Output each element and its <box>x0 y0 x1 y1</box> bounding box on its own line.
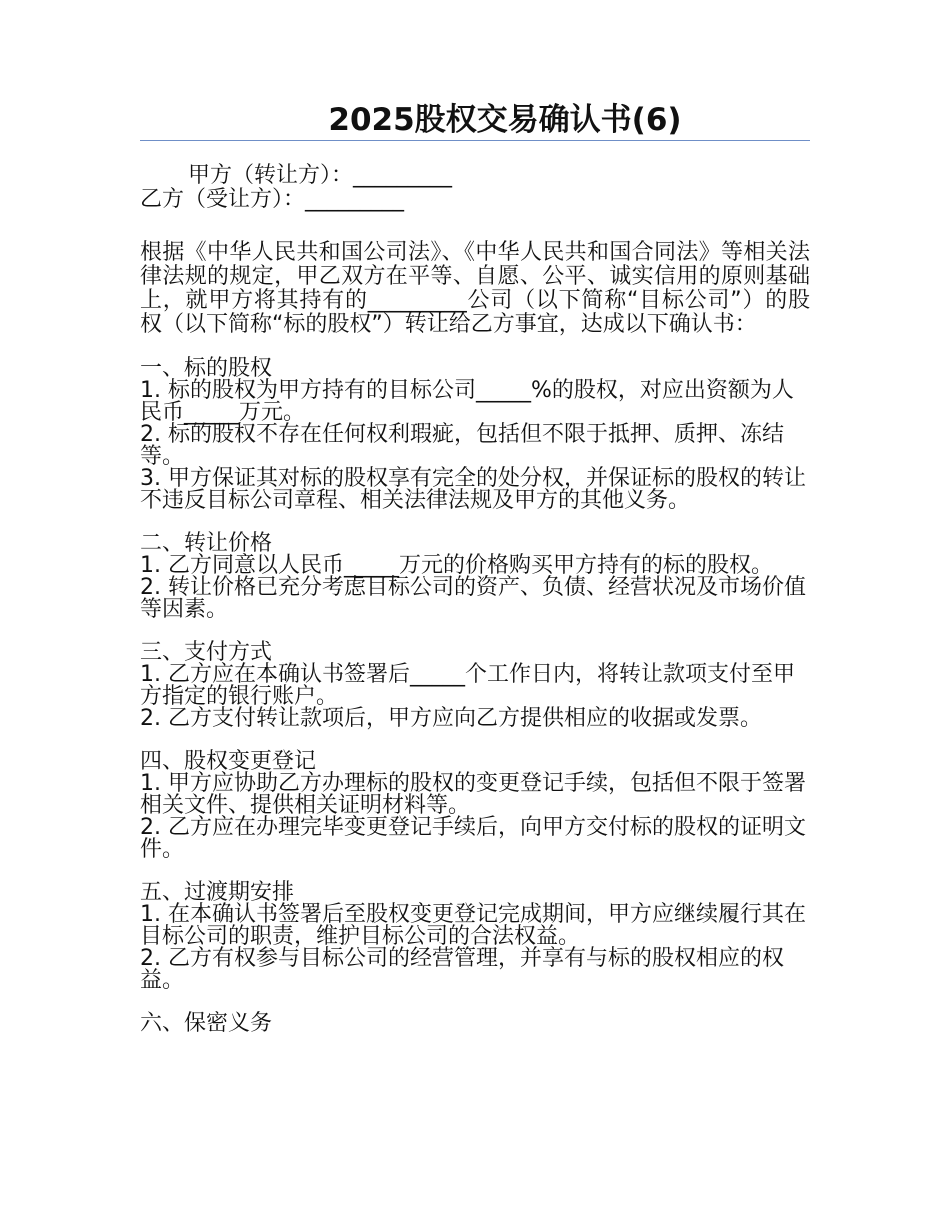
document-page <box>140 100 810 1035</box>
clause: 2. 转让价格已充分考虑目标公司的资产、负债、经营状况及市场价值等因素。 <box>140 575 806 622</box>
section-heading: 五、过渡期安排 <box>140 880 295 905</box>
clause: 2. 乙方支付转让款项后，甲方应向乙方提供相应的收据或发票。 <box>140 706 762 731</box>
section-subject-equity <box>140 358 810 512</box>
party-b-line: 乙方（受让方）：_________ <box>140 187 405 212</box>
intro-paragraph: 根据《中华人民共和国公司法》、《中华人民共和国合同法》等相关法律法规的规定，甲乙双方在平等、自愿、公平、诚实信用的原则基础上，就甲方将其持有的_________公司（以下简称“目标公司”）的股权（以下简称“标的股权”）转让给乙方事宜，达成以下确认书： <box>140 240 810 337</box>
clause: 1. 标的股权为甲方持有的目标公司_____%的股权，对应出资额为人民币_____万元。 <box>140 378 794 425</box>
section-confidentiality <box>140 1013 810 1035</box>
section-equity-registration <box>140 751 810 861</box>
clause: 1. 甲方应协助乙方办理标的股权的变更登记手续，包括但不限于签署相关文件、提供相关证明材料等。 <box>140 771 806 818</box>
document-title: 2025股权交易确认书(6) <box>140 100 810 141</box>
section-heading: 四、股权变更登记 <box>140 749 317 774</box>
clause: 1. 乙方应在本确认书签署后_____个工作日内，将转让款项支付至甲方指定的银行账户。 <box>140 662 795 709</box>
section-heading: 一、标的股权 <box>140 356 273 381</box>
section-heading: 三、支付方式 <box>140 640 273 665</box>
clause: 1. 乙方同意以人民币_____万元的价格购买甲方持有的标的股权。 <box>140 553 773 578</box>
section-transition-period <box>140 882 810 992</box>
clause: 2. 乙方有权参与目标公司的经营管理，并享有与标的股权相应的权益。 <box>140 946 784 993</box>
clause: 2. 乙方应在办理完毕变更登记手续后，向甲方交付标的股权的证明文件。 <box>140 815 806 862</box>
clause: 3. 甲方保证其对标的股权享有完全的处分权，并保证标的股权的转让不违反目标公司章程、相关法律法规及甲方的其他义务。 <box>140 466 806 513</box>
section-heading: 二、转让价格 <box>140 531 273 556</box>
clause: 1. 在本确认书签署后至股权变更登记完成期间，甲方应继续履行其在目标公司的职责，维护目标公司的合法权益。 <box>140 902 806 949</box>
section-transfer-price <box>140 533 810 621</box>
party-a-line: 甲方（转让方）：_________ <box>188 163 453 188</box>
clause: 2. 标的股权不存在任何权利瑕疵，包括但不限于抵押、质押、冻结等。 <box>140 422 784 469</box>
section-payment-method <box>140 642 810 730</box>
section-heading: 六、保密义务 <box>140 1011 273 1036</box>
